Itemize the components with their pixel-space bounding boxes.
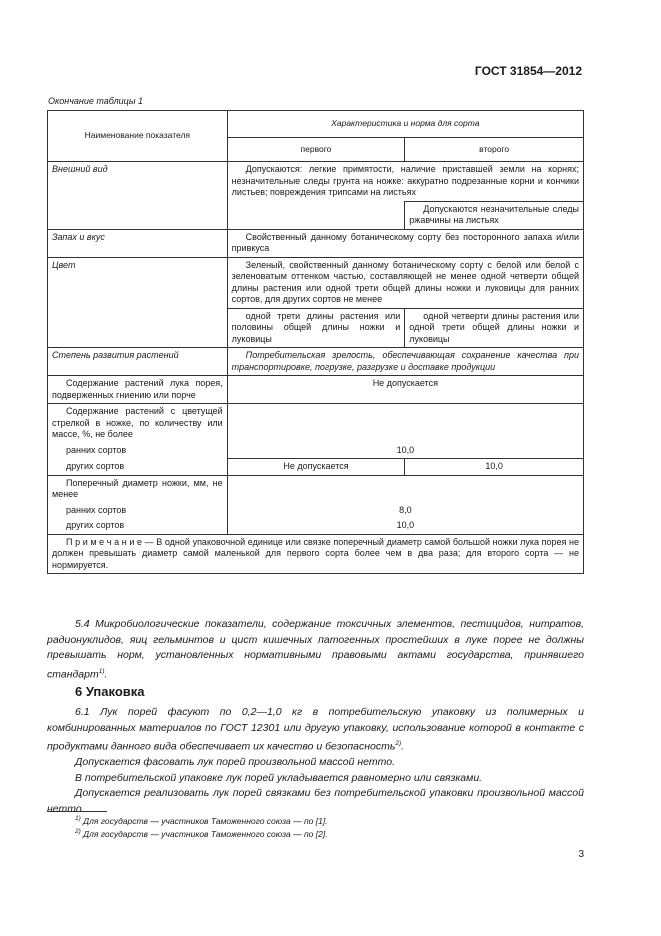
arrow-early-value: 10,0 <box>227 443 583 459</box>
footnote-2 <box>75 828 328 839</box>
table-row-appearance <box>48 162 584 202</box>
diameter-empty <box>227 475 583 503</box>
arrow-other-second: 10,0 <box>405 459 584 476</box>
table-row-diameter-early <box>48 503 584 519</box>
clause-5-4 <box>47 617 584 683</box>
arrow-other-label: других сортов <box>48 459 228 476</box>
footnote-ref-2: 2) <box>395 740 402 747</box>
clause-5-4-end: . <box>104 668 108 680</box>
rot-label: Содержание растений лука порея, подверженных гниению или порче <box>48 376 228 404</box>
header-characteristic: Характеристика и норма для сорта <box>227 111 583 138</box>
development-value: Потребительская зрелость, обеспечивающая сохранение качества при транспортировке, погрузке, разгрузке и доставке продукции <box>227 348 583 376</box>
specification-table <box>47 110 584 574</box>
footnote-divider <box>47 811 107 812</box>
table-row-note <box>48 534 584 574</box>
diameter-early-value: 8,0 <box>227 503 583 519</box>
section-6-body <box>47 705 584 817</box>
footnote-1-mark: 1) <box>75 815 81 822</box>
paragraph-fasovka: Допускается фасовать лук порей произвольной массой нетто. <box>75 756 396 768</box>
clause-6-1 <box>47 705 584 755</box>
table-row-smell <box>48 229 584 257</box>
diameter-other-value: 10,0 <box>227 518 583 534</box>
footnote-1 <box>75 815 328 826</box>
footnote-2-mark: 2) <box>75 828 81 835</box>
smell-label: Запах и вкус <box>48 229 228 257</box>
clause-6-1-end: . <box>401 740 405 753</box>
arrow-empty <box>227 404 583 443</box>
development-label: Степень развития растений <box>48 348 228 376</box>
color-first: одной трети длины растения или половины общей длины ножки и луковицы <box>227 308 405 348</box>
appearance-first-empty <box>227 201 405 229</box>
table-header-row <box>48 111 584 138</box>
diameter-early-label: ранних сортов <box>48 503 228 519</box>
table-row-diameter <box>48 475 584 503</box>
table-row-arrow <box>48 404 584 443</box>
arrow-other-first: Не допускается <box>227 459 405 476</box>
footnote-ref-1: 1) <box>98 667 105 675</box>
table-row-arrow-early <box>48 443 584 459</box>
arrow-early-label: ранних сортов <box>48 443 228 459</box>
arrow-label: Содержание растений с цветущей стрелкой в ножке, по количеству или массе, %, не более <box>48 404 228 443</box>
table-row-development <box>48 348 584 376</box>
appearance-label: Внешний вид <box>48 162 228 230</box>
appearance-both: Допускаются: легкие примятости, наличие приставшей земли на корнях; незначительные следы грунта на ножке: аккуратно подрезанные корни и кончики листьев; повреждения трипсами на листьях <box>227 162 583 202</box>
rot-value: Не допускается <box>227 376 583 404</box>
diameter-label: Поперечный диаметр ножки, мм, не менее <box>48 475 228 503</box>
color-both: Зеленый, свойственный данному ботаническому сорту с белой или белой с зеленоватым оттенком частью, составляющей не менее одной четверти общей длины растения или одной трети общей длины ножки и луковицы для ранних сортов, для других сортов не менее <box>227 257 583 308</box>
section-6-title: 6 Упаковка <box>75 684 145 699</box>
color-second: одной четверти длины растения или одной трети общей длины ножки и луковицы <box>405 308 584 348</box>
clause-5-4-text: 5.4 Микробиологические показатели, содержание токсичных элементов, пестицидов, нитратов, радионуклидов, яиц гельминтов и цист кишечных патогенных простейших в луке порее не должны превышать норм, установленных нормативными правовыми актами государства, принявшего стандарт <box>47 618 584 680</box>
header-indicator-name: Наименование показателя <box>48 111 228 162</box>
table-row-rot <box>48 376 584 404</box>
footnote-2-text: Для государств — участников Таможенного союза — по [2]. <box>83 828 328 839</box>
clause-6-1-text: 6.1 Лук порей фасуют по 0,2—1,0 кг в потребительскую упаковку из полимерных и комбинированных материалов по ГОСТ 12301 или другую упаковку, использование которой в контакте с продуктами данного вида обеспечивает их качество и безопасность <box>47 706 584 753</box>
footnote-1-text: Для государств — участников Таможенного союза — по [1]. <box>83 815 328 826</box>
table-row-diameter-other <box>48 518 584 534</box>
paragraph-ukladka: В потребительской упаковке лук порей укладывается равномерно или связками. <box>75 771 483 784</box>
table-caption: Окончание таблицы 1 <box>48 96 143 106</box>
appearance-second: Допускаются незначительные следы ржавчины на листьях <box>405 201 584 229</box>
header-second-grade: второго <box>405 138 584 162</box>
page-number: 3 <box>578 849 584 860</box>
table-row-arrow-other <box>48 459 584 476</box>
header-first-grade: первого <box>227 138 405 162</box>
smell-value: Свойственный данному ботаническому сорту без посторонного запаха и/или привкуса <box>227 229 583 257</box>
color-label: Цвет <box>48 257 228 348</box>
table-row-color <box>48 257 584 308</box>
table-note: П р и м е ч а н и е — В одной упаковочной единице или связке поперечный диаметр самой большой ножки лука порея не должен превышать диаметр самой маленькой для первого сорта более чем в два раза; для второго сорта — не нормируется. <box>48 534 584 574</box>
paragraph-realizaciya: Допускается реализовать лук порей связками без потребительской упаковки произвольной массой нетто. <box>47 787 584 815</box>
diameter-other-label: других сортов <box>48 518 228 534</box>
document-code: ГОСТ 31854—2012 <box>474 64 582 78</box>
